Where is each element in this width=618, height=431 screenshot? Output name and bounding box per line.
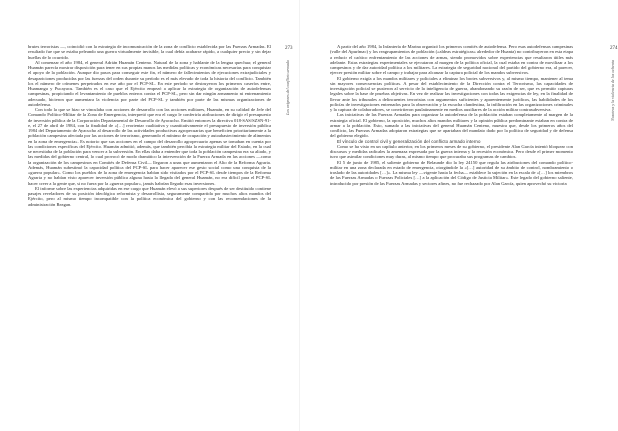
section-paragraph: Como se ha visto en un capítulo anterior, en los primeros meses de su gobierno, el presidente Alan García intentó bloquear con discursos y medidas radicales la amenaza expresada por la guerra interna y la recesión económica. Pero desde el primer momento tuvo que asimilar condiciones muy duras, al mismo tiempo que procuraba sus programas de cambios. xyxy=(330,143,573,160)
left-paragraph: Al comenzar el año 1984, el general Adrián Huamán Centeno. Natural de la zona y hablante de la lengua quechua; el general Huamán parecía mostrar disposición para tener en sus propias manos las medidas políticas y económicas necesarias para conquistar el apoyo de la población. Aunque dio pasos para conseguir este fin, el número de fallecimientos de ejecuciones extrajudiciales y desapariciones producidas por las fuerzas del orden durante su período es el más elevado de toda la historia del conflicto. También los el número de crímenes perpetrados en ese año por el PCP-SL. En este período se destruyeron los primeros caseríos entre, Huamanga y Pucayacu. También es el caso que el Ejército empezó a aplicar la estrategia de organización de autodefensas campesinas, propiciando el levantamiento de pueblos enteros contra el PCP-SL, pero sin dar ningún armamento ni entrenamiento adecuado, hicieron que aumentara la violencia por parte del PCP-SL y también por parte de las mismas organizaciones de autodefensa. xyxy=(28,59,271,107)
left-page xyxy=(0,0,300,431)
left-text-column xyxy=(28,44,271,207)
right-paragraph: Las iniciativas de las Fuerzas Armadas para organizar la autodefensa de la población estaban completamente al margen de la estrategia oficial. El gobierno, la oposición, muchos altos mandos militares y la opinión pública predominante estaban en contra de armar a la población. Esto, sumado a las iniciativas del general Huamán Centeno, muestra que, desde los primeros años del conflicto, las Fuerzas Armadas adoptaron estrategias que se apartaban del mandato dado por la política de seguridad y de defensa del gobierno elegido. xyxy=(330,112,573,139)
left-page-number: 273 xyxy=(285,46,293,51)
right-page xyxy=(300,0,618,431)
right-page-number: 274 xyxy=(610,46,618,51)
left-paragraph: brutes terroristas —, coincidió con la estrategia de incomunicación de la zona de conflicto establecida por las Fuerzas Armadas. El resultado fue que se estaba peleando una guerra virtualmente invisible, la cual debía acabarse rápido, a cualquier precio y sin dejar huellas de lo ocurrido. xyxy=(28,44,271,60)
left-running-head: Los orígenes del conflicto armado xyxy=(285,60,290,115)
left-paragraph: El informe sobre las experiencias adquiridas en ese cargo que Huamán elevó a sus superiores después de ser destituido contiene pasajes reveladores de su posición ideológica reformista y desarrollista, seguramente compartida por muchos altos mandos del Ejército, pero al mismo tiempo incompatible con la política económica del gobierno y con las recomendaciones de la administración Reagan. xyxy=(28,185,271,207)
right-paragraph: A partir del año 1984, la Infantería de Marina organizó los primeros comités de autodefensa. Pero esas autodefensas campesinas (valle del Apurímac) y los reagrupamientos de población («aldeas estratégicas» alrededor de Huanta) no contribuyeron en esta etapa a reducir el caótico enfrentamiento de las acciones de armas, siendo promovidos sobre experiencias que resultaron útiles más adelante. Estas estrategias experimentales se ejecutaron al margen de la política oficial, la cual estaba en contra de movilizar a los campesinos y de dar autoridad política a los militares. La estrategia de seguridad nacional del partido del gobierno era, al parecer, ejercer presión militar sobre el campo y trabajar para alcanzar la captura policial de los mandos subversivos. xyxy=(330,44,573,76)
right-text-column xyxy=(330,44,573,186)
section-heading: El vínculo de control civil y generalización del conflicto armado interno xyxy=(337,138,481,144)
right-paragraph: El gobierno exigía a los mandos militares y policiales a eliminar los brotes subversivos y, al mismo tiempo, mantener al tema sin mayores consecuencias políticas. A pesar del establecimiento de la Dirección contra el Terrorismo, las capacidades de investigación policial se pusieron al servicio de la inteligencia de guerra, abandonando su razón de ser, que es permitir capturas legales sobre la base de pruebas objetivas. En vez de realizar las investigaciones con todas las exigencias de ley, en la finalidad de llevar ante los tribunales a delincuentes terroristas con argumentos suficientes y aparentemente jurídicos, las habilidades de los policías de investigaciones entrenados para la observación y la escucha clandestina, la infiltración en las organizaciones criminales y la captura de colaboradores, se convirtieron paulatinamente en medios auxiliares de la acción militar contrasubversiva. xyxy=(330,75,573,112)
right-running-head: Nosotros y la violencia de los ochenta xyxy=(610,60,615,121)
left-paragraph: Con todo la que se hizo se vinculaba con acciones de desarrollo con las acciones militares, Huamán, en su calidad de Jefe del Comando Político-Militar de la Zona de Emergencia, interpretó que era el cargo le conferiría atribuciones de dirigir el presupuesto de inversión pública de la Corporación Departamental de Desarrollo de Ayacucho. Emitió entonces la directiva 018-SAS/SZSN-91-e, el 27 de abril de 1984, con la finalidad de «[…] reorientar cualitativa y cuantitativamente el presupuesto de inversión pública 1984 del Departamento de Ayacucho al desarrollo de las actividades productivas agropecuarias que beneficien prioritariamente a la población campesina afectada por las acciones de terrorismo, generando el mínimo de ocupación y autoabastecimiento de alimentos en la zona de emergencia». Es notorio que sus acciones en el campo del desarrollo agropecuario apenas se tomaban en cuenta por las condiciones específicas del Ejército. Huamán admitió, además, que también percibía la estrategia militar del Estado, en la cual se necesitaba de la población para vencer a la subversión. En ellas daba a entender que toda la población campesina era su aliado, y las medidas del gobierno central, lo cual provocó de modo dramático la intervención de la Fuerza Armada en las acciones —como la organización de los campesinos en Comités de Defensa Civil— llegaron a unas que aumentaron el Alto de la Reforma Agraria. Además, Huamán subestimó la capacidad política del PCP-SL para hacer aparecer ese gesto social como una conquista de la «guerra popular». Como los pueblos de la zona de emergencia habían sido visitados por el PCP-SL desde tiempos de la Reforma Agraria y no habían visto aparecer inversión pública alguna hasta la llegada del general Huamán, no era difícil para el PCP-SL hacer creer a la gente que, si no fuera por la «guerra popular», jamás habrían llegado esas inversiones. xyxy=(28,107,271,186)
section-paragraph: El 5 de junio de 1985, el saliente gobierno de Belaunde dio la ley 24150 que regula las atribuciones del comando político-militar en una zona declarada en estado de emergencia, otorgándole la «[…] autoridad de su ámbito de control, nombramiento o traslado de las autoridades […]». La misma ley —vigente hasta la fecha— establece la sujeción en la escala de «[…] los miembros de las Fuerzas Armadas o Fuerzas Policiales […] a la aplicación del Código de Justicia Militar». Este legado del gobierno saliente, introducido por presión de las Fuerzas Armadas y sectores afines, no fue rechazado por Alan García, quien aprovechó su victoria xyxy=(330,159,573,186)
